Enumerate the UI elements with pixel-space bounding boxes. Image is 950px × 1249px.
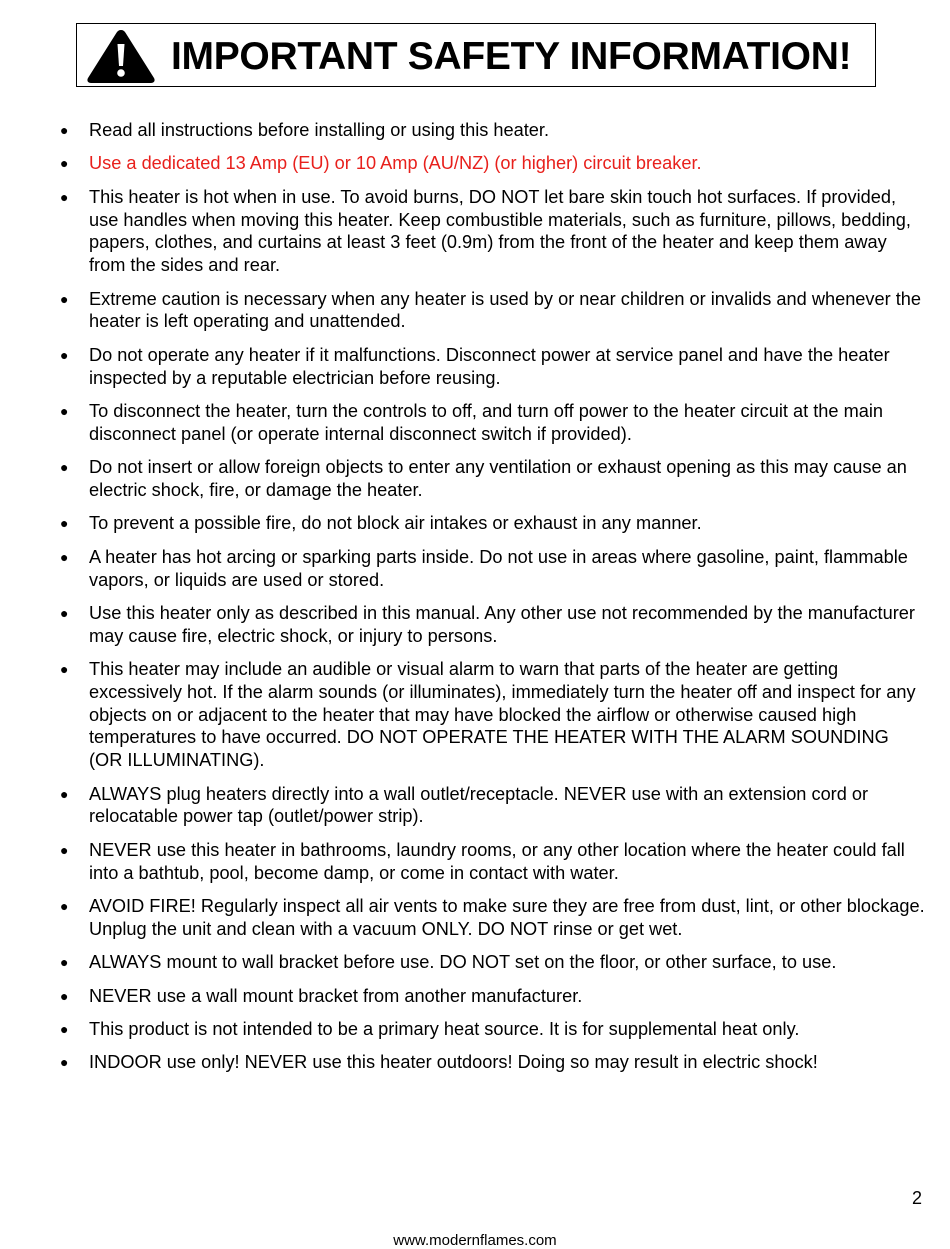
bullet-dot-icon: ● (60, 155, 69, 172)
warning-triangle-icon (85, 28, 157, 84)
bullet-text: This heater is hot when in use. To avoid burns, DO NOT let bare skin touch hot surfaces. If provided, use handles when moving this heater. Keep combustible materials, such as furniture, pillows, bedding, papers, clothes, and curtains at least 3 feet (0.9m) from the front of the heater and keep them away from the sides and rear. (89, 186, 911, 276)
bullet-dot-icon: ● (60, 1054, 69, 1071)
bullet-dot-icon: ● (60, 604, 69, 621)
bullet-dot-icon: ● (60, 661, 69, 678)
bullet-text: NEVER use this heater in bathrooms, laundry rooms, or any other location where the heater could fall into a bathtub, pool, become damp, or come in contact with water. (89, 839, 905, 883)
safety-bullet-item (57, 400, 927, 446)
safety-bullet-item (57, 288, 927, 334)
safety-bullet-item (57, 546, 927, 592)
safety-bullet-item (57, 456, 927, 502)
bullet-text: Read all instructions before installing or using this heater. (89, 120, 549, 140)
bullet-text: Do not insert or allow foreign objects to enter any ventilation or exhaust opening as this may cause an electric shock, fire, or damage the heater. (89, 457, 907, 500)
bullet-text: Do not operate any heater if it malfunctions. Disconnect power at service panel and have the heater inspected by a reputable electrician before reusing. (89, 344, 890, 388)
bullet-dot-icon: ● (60, 898, 69, 915)
bullet-text: Extreme caution is necessary when any heater is used by or near children or invalids and whenever the heater is left operating and unattended. (89, 288, 922, 332)
bullet-text: To prevent a possible fire, do not block air intakes or exhaust in any manner. (89, 513, 702, 534)
safety-bullet-item (57, 1051, 927, 1074)
bullet-dot-icon: ● (60, 515, 69, 532)
safety-bullet-item (57, 344, 927, 390)
bullet-dot-icon: ● (60, 290, 69, 307)
bullet-text: Use this heater only as described in this manual. Any other use not recommended by the manufacturer may cause fire, electric shock, or injury to persons. (89, 602, 915, 646)
bullet-dot-icon: ● (60, 346, 69, 363)
bullet-dot-icon: ● (60, 785, 69, 802)
bullet-text: ALWAYS plug heaters directly into a wall outlet/receptacle. NEVER use with an extension cord or relocatable power tap (outlet/power strip). (89, 783, 869, 827)
page-title: IMPORTANT SAFETY INFORMATION! (171, 35, 852, 78)
bullet-dot-icon: ● (60, 459, 69, 476)
bullet-dot-icon: ● (60, 188, 69, 205)
footer-website-url: www.modernflames.com (393, 1232, 557, 1249)
bullet-text: This heater may include an audible or visual alarm to warn that parts of the heater are getting excessively hot. If the alarm sounds (or illuminates), immediately turn the heater off and inspect for any objects on or adjacent to the heater that may have blocked the airflow or otherwise caused high temperatures to have occurred. DO NOT OPERATE THE HEATER WITH THE ALARM SOUNDING (OR ILLUMINATING). (89, 659, 916, 771)
bullet-text: ALWAYS mount to wall bracket before use. DO NOT set on the floor, or other surface, to use. (89, 952, 837, 973)
safety-bullet-item (57, 895, 927, 941)
bullet-dot-icon: ● (60, 954, 69, 971)
bullet-dot-icon: ● (60, 402, 69, 419)
safety-bullet-item (57, 186, 927, 277)
safety-bullet-item (57, 602, 927, 648)
bullet-text: Use a dedicated 13 Amp (EU) or 10 Amp (AU/NZ) (or higher) circuit breaker. (89, 153, 702, 174)
bullet-text: INDOOR use only! NEVER use this heater outdoors! Doing so may result in electric shock! (89, 1052, 818, 1073)
bullet-text: To disconnect the heater, turn the controls to off, and turn off power to the heater circuit at the main disconnect panel (or operate internal disconnect switch if provided). (89, 400, 883, 444)
safety-bullet-item (57, 119, 927, 142)
bullet-text: AVOID FIRE! Regularly inspect all air vents to make sure they are free from dust, lint, or other blockage. Unplug the unit and clean with a vacuum ONLY. DO NOT rinse or get wet. (89, 896, 925, 939)
safety-bullet-item (57, 951, 927, 974)
safety-header-box (76, 23, 876, 87)
safety-bullet-item (57, 658, 927, 772)
bullet-dot-icon: ● (60, 987, 69, 1004)
bullet-dot-icon: ● (60, 548, 69, 565)
bullet-dot-icon: ● (60, 122, 69, 138)
bullet-text: A heater has hot arcing or sparking parts inside. Do not use in areas where gasoline, paint, flammable vapors, or liquids are used or stored. (89, 546, 908, 590)
safety-bullet-item (57, 152, 927, 175)
safety-bullet-item (57, 512, 927, 535)
safety-bullet-item (57, 985, 927, 1008)
safety-bullet-item (57, 1018, 927, 1041)
bullet-text: NEVER use a wall mount bracket from another manufacturer. (89, 985, 583, 1006)
bullet-text: This product is not intended to be a primary heat source. It is for supplemental heat only. (89, 1019, 800, 1039)
page-number: 2 (911, 1188, 922, 1208)
safety-bullet-item (57, 839, 927, 885)
safety-bullet-list (57, 119, 927, 1085)
bullet-dot-icon: ● (60, 841, 69, 858)
safety-bullet-item (57, 783, 927, 829)
bullet-dot-icon: ● (60, 1021, 69, 1037)
